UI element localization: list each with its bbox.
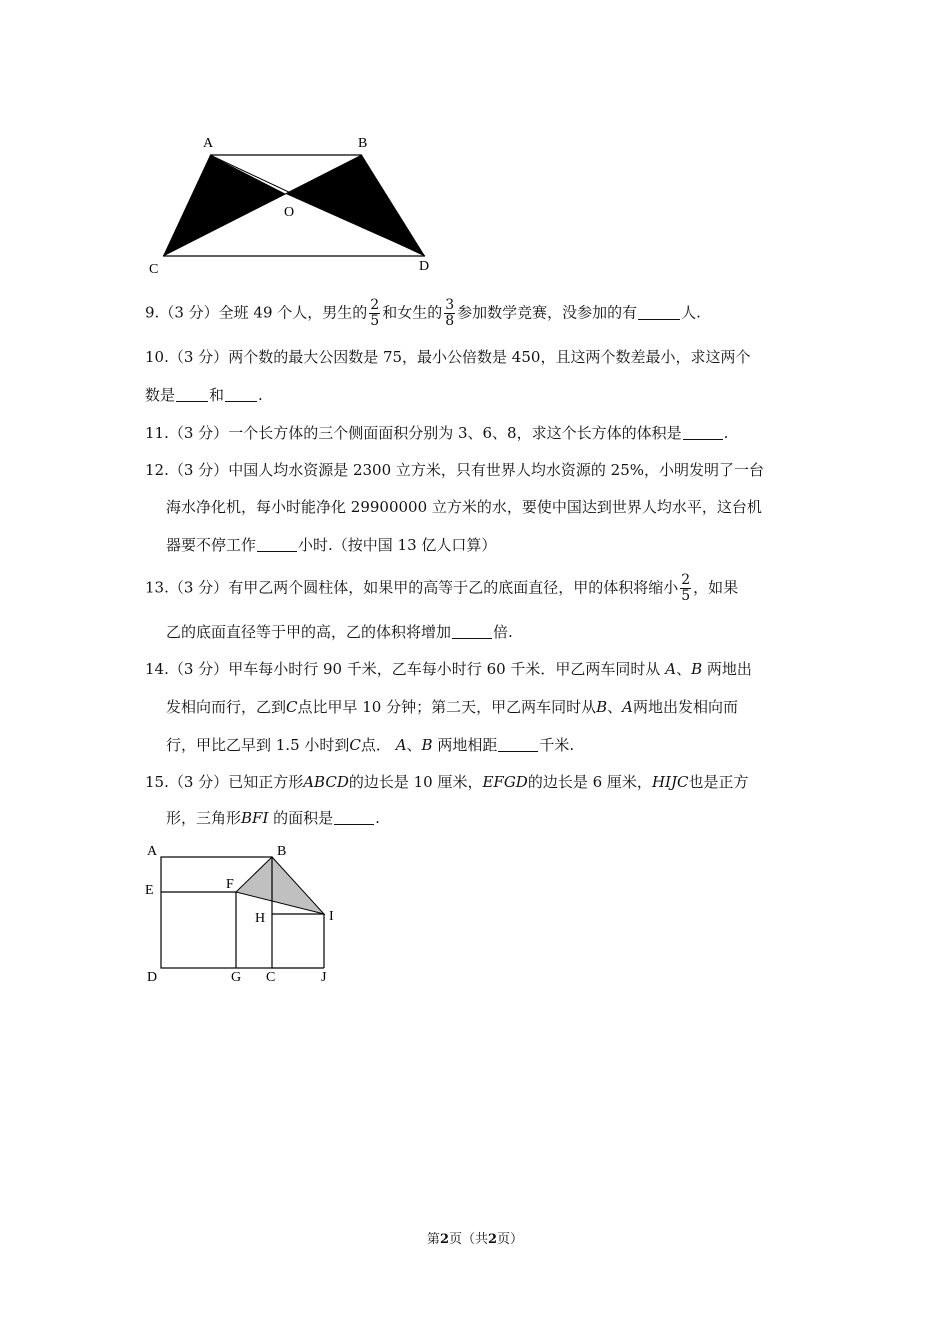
label-c: C — [266, 970, 276, 985]
question-13-line-2 — [166, 622, 810, 642]
question-10-line-2 — [145, 385, 810, 405]
numerator: 2 — [370, 297, 380, 313]
denominator: 5 — [370, 313, 380, 329]
q11-score: （3 分） — [168, 424, 229, 442]
q10-text: 数是 — [145, 386, 176, 404]
q15-text: 也是正方 — [688, 773, 749, 791]
q9-text: 全班 49 个人，男生的 — [218, 303, 368, 322]
q12-text: 海水净化机，每小时能净化 29900000 立方米的水，要使中国达到世界人均水平，这台机 — [166, 498, 762, 516]
answer-blank[interactable] — [334, 810, 374, 825]
trapezoid-figure — [140, 128, 440, 278]
separator: 、 — [607, 698, 623, 716]
label-c: C — [149, 262, 159, 277]
point-b: B — [596, 698, 608, 716]
answer-blank[interactable] — [498, 737, 538, 752]
fraction — [680, 573, 691, 604]
q9-text: 人. — [681, 303, 701, 322]
answer-blank[interactable] — [683, 425, 723, 440]
question-15-line-2 — [166, 808, 810, 828]
q14-text: 发相向而行，乙到 — [166, 698, 287, 716]
q15-text: 的边长是 10 厘米， — [348, 773, 483, 791]
label-i: I — [329, 909, 334, 924]
q12-number: 12 — [145, 461, 165, 479]
answer-blank[interactable] — [638, 305, 680, 320]
label-d: D — [147, 970, 158, 985]
q14-text: 点比甲早 10 分钟；第二天，甲乙两车同时从 — [297, 698, 597, 716]
shaded-triangle-bfi — [236, 857, 324, 914]
q14-text: 点． — [360, 736, 391, 754]
label-a: A — [147, 844, 158, 859]
squares-figure — [140, 840, 340, 985]
answer-blank[interactable] — [257, 537, 297, 552]
answer-blank[interactable] — [452, 624, 492, 639]
separator: 、 — [676, 660, 692, 678]
q13-number: 13 — [145, 578, 165, 597]
q14-score: （3 分） — [168, 660, 229, 678]
question-12-line-3 — [166, 535, 810, 555]
denominator: 5 — [681, 588, 691, 604]
point-c: C — [286, 698, 298, 716]
q9-text: 参加数学竞赛，没参加的有 — [457, 303, 638, 322]
q15-text: . — [375, 809, 380, 827]
q12-score: （3 分） — [168, 461, 229, 479]
q14-text: 两地相距 — [437, 736, 498, 754]
q10-score: （3 分） — [168, 348, 229, 366]
q10-text: . — [258, 386, 263, 404]
shaded-triangle-aoc — [163, 155, 286, 256]
q11-number: 11 — [145, 424, 165, 442]
q14-text: 两地出发相向而 — [633, 698, 739, 716]
point-a: A — [665, 660, 677, 678]
q12-text: 小时.（按中国 13 亿人口算） — [298, 536, 497, 554]
point-b: B — [691, 660, 703, 678]
answer-blank[interactable] — [176, 387, 208, 402]
fraction — [444, 298, 455, 329]
question-14-line-2 — [166, 697, 810, 717]
label-o: O — [284, 205, 295, 220]
page-number: 2 — [439, 1232, 449, 1247]
square-hijc: HIJC — [651, 773, 689, 791]
question-14: 14.（3 分）甲车每小时行 90 千米，乙车每小时行 60 千米．甲乙两车同时从 A、B 两地出 — [145, 660, 752, 678]
q15-text: 形，三角形 — [166, 809, 242, 827]
point-a: A — [622, 698, 634, 716]
q11-text: . — [723, 424, 729, 442]
denominator: 8 — [445, 313, 455, 329]
label-d: D — [419, 259, 430, 274]
q14-text: 两地出 — [706, 660, 752, 678]
q13-score: （3 分） — [168, 578, 229, 597]
point-b: B — [421, 736, 433, 754]
numerator: 3 — [445, 297, 455, 313]
total-pages: 2 — [488, 1232, 498, 1247]
question-15: 15.（3 分）已知正方形ABCD的边长是 10 厘米，EFGD的边长是 6 厘米，HIJC也是正方 — [145, 773, 749, 791]
q13-text: 有甲乙两个圆柱体，如果甲的高等于乙的底面直径，甲的体积将缩小 — [228, 578, 679, 597]
q14-text: 甲车每小时行 90 千米，乙车每小时行 60 千米．甲乙两车同时从 — [228, 660, 661, 678]
q15-text: 的边长是 6 厘米， — [527, 773, 652, 791]
q15-number: 15 — [145, 773, 165, 791]
q11-text: 一个长方体的三个侧面面积分别为 3、6、8，求这个长方体的体积是 — [228, 424, 682, 442]
question-14-line-3 — [166, 735, 810, 755]
fraction — [369, 298, 380, 329]
label-h: H — [255, 911, 266, 926]
point-c: C — [349, 736, 361, 754]
footer-text: 页） — [497, 1232, 524, 1247]
q13-text: ，如果 — [693, 578, 739, 597]
q13-text: 乙的底面直径等于甲的高，乙的体积将增加 — [166, 623, 452, 641]
q14-text: 行，甲比乙早到 1.5 小时到 — [166, 736, 350, 754]
q10-text: 两个数的最大公因数是 75，最小公倍数是 450，且这两个数差最小，求这两个 — [228, 348, 751, 366]
label-f: F — [226, 877, 234, 892]
question-11: 11.（3 分）一个长方体的三个侧面面积分别为 3、6、8，求这个长方体的体积是 . — [145, 424, 729, 442]
page-footer — [0, 1228, 950, 1247]
q12-text: 中国人均水资源是 2300 立方米，只有世界人均水资源的 25%，小明发明了一台 — [228, 461, 765, 479]
question-12: 12.（3 分）中国人均水资源是 2300 立方米，只有世界人均水资源的 25%，小明发明了一台 — [145, 461, 765, 479]
point-a: A — [395, 736, 407, 754]
triangle-bfi: BFI — [241, 809, 269, 827]
q15-text: 的面积是 — [273, 809, 334, 827]
q14-text: 千米. — [539, 736, 575, 754]
square-abcd: ABCD — [303, 773, 349, 791]
shaded-triangle-bod — [286, 155, 425, 256]
question-10: 10.（3 分）两个数的最大公因数是 75，最小公倍数是 450，且这两个数差最小，求这两个 — [145, 348, 751, 366]
label-a: A — [203, 136, 214, 151]
q9-score: （3 分） — [159, 303, 219, 322]
numerator: 2 — [681, 572, 691, 588]
separator: 、 — [406, 736, 422, 754]
footer-text: 页（共 — [448, 1232, 488, 1247]
label-j: J — [321, 970, 327, 985]
question-12-line-2 — [166, 497, 810, 517]
q13-text: 倍. — [493, 623, 513, 641]
answer-blank[interactable] — [225, 387, 257, 402]
q15-score: （3 分） — [168, 773, 229, 791]
q12-text: 器要不停工作 — [166, 536, 257, 554]
label-b: B — [358, 136, 368, 151]
question-9: 9.（3 分）全班 49 个人，男生的 $\frac{2}{5}$ 和女生的 $\frac{3}{8}$ 参加数学竞赛，没参加的有 人. — [145, 297, 701, 329]
q10-number: 10 — [145, 348, 165, 366]
q9-text: 和女生的 — [382, 303, 443, 322]
label-e: E — [145, 883, 154, 898]
q10-text: 和 — [209, 386, 225, 404]
label-b: B — [277, 844, 287, 859]
q14-number: 14 — [145, 660, 165, 678]
footer-text: 第 — [426, 1232, 440, 1247]
q9-number: 9 — [145, 303, 155, 322]
label-g: G — [231, 970, 242, 985]
question-13: 13.（3 分）有甲乙两个圆柱体，如果甲的高等于乙的底面直径，甲的体积将缩小 $\frac{2}{5}$ ，如果 — [145, 572, 739, 604]
q15-text: 已知正方形 — [228, 773, 304, 791]
square-efgd: EFGD — [482, 773, 528, 791]
